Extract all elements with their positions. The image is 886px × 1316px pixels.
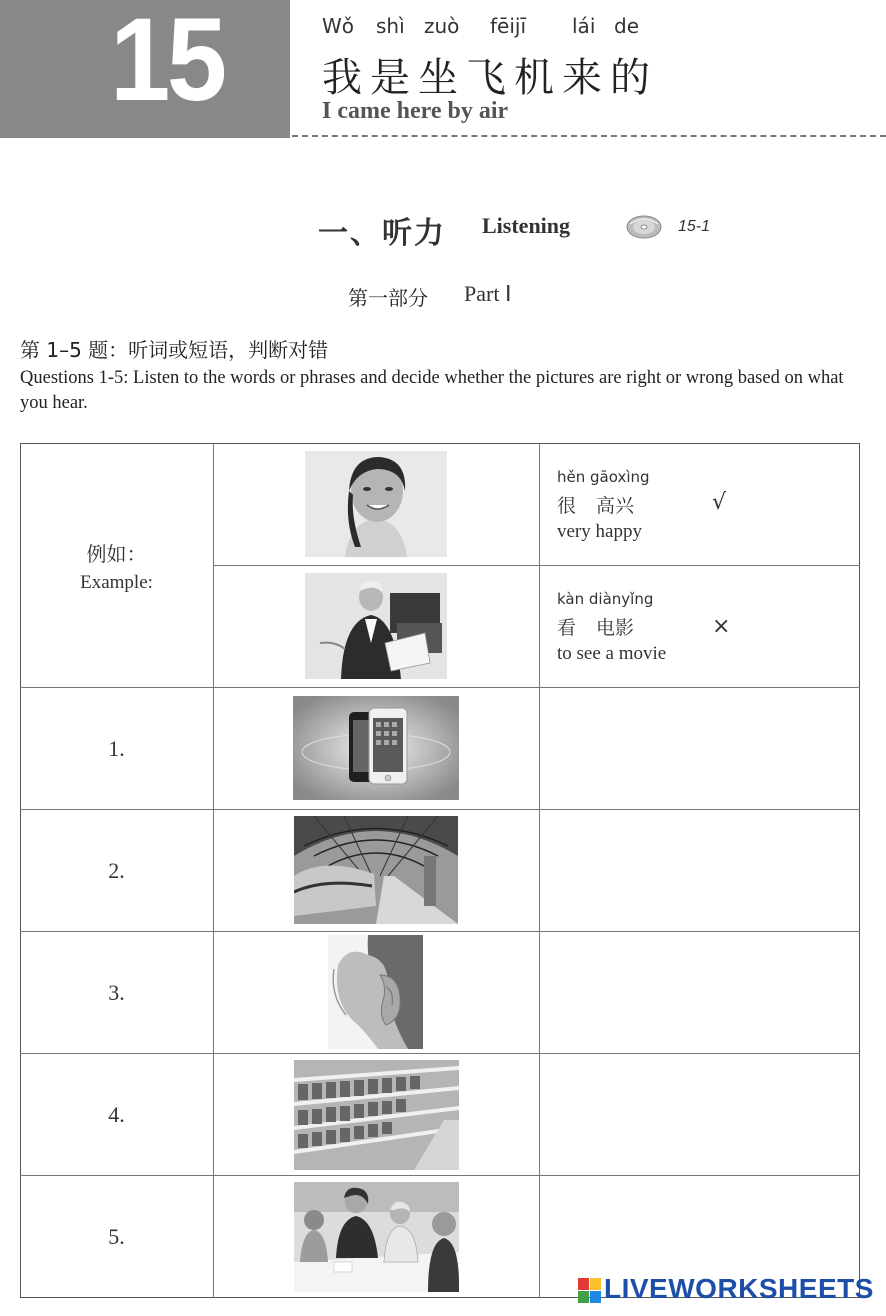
example-2-mark: ×: [712, 614, 731, 639]
man-reading-photo: [305, 573, 447, 679]
example-1-mark: √: [712, 490, 727, 515]
classroom-children-photo: [294, 1182, 459, 1292]
table-divider: [213, 565, 860, 566]
supermarket-shelves-photo: [294, 1060, 459, 1170]
cd-icon[interactable]: [626, 212, 662, 240]
table-divider: [20, 1053, 860, 1054]
part-label-zh: 第一部分: [348, 286, 428, 310]
table-divider: [539, 443, 540, 1298]
liveworksheets-logo-icon: [578, 1278, 602, 1304]
audio-track-label: 15-1: [678, 218, 711, 235]
section-title-en: Listening: [482, 213, 571, 238]
pinyin-shi: shì: [376, 14, 405, 38]
example-1-hanzi: 很 高兴: [557, 495, 635, 517]
table-divider: [20, 809, 860, 810]
example-1-pinyin: hěn gāoxìng: [557, 468, 650, 486]
lesson-title-en: I came here by air: [322, 98, 509, 124]
instructions-en: Questions 1-5: Listen to the words or phrases and decide whether the pictures are right or wrong based on what you hear.: [20, 368, 844, 413]
lesson-title-zh: 我是坐飞机来的: [322, 55, 658, 101]
train-station-photo: [294, 816, 458, 924]
header-divider: [292, 135, 886, 137]
part-label-en: Part Ⅰ: [464, 281, 512, 306]
ear-listening-photo: [328, 935, 423, 1049]
question-1-number: 1.: [108, 736, 125, 761]
smartphones-photo: [293, 696, 459, 800]
table-divider: [20, 1175, 860, 1176]
section-title-zh: 一、听力: [318, 216, 446, 251]
question-4-number: 4.: [108, 1102, 125, 1127]
pinyin-feiji: fēijī: [490, 14, 527, 38]
question-5-number: 5.: [108, 1224, 125, 1249]
table-divider: [20, 931, 860, 932]
example-1-english: very happy: [557, 521, 642, 542]
smiling-woman-photo: [305, 451, 447, 557]
pinyin-wo: Wǒ: [322, 14, 355, 38]
table-divider: [20, 687, 860, 688]
question-3-number: 3.: [108, 980, 125, 1005]
pinyin-de: de: [614, 14, 639, 38]
instructions-zh: 第 1–5 题：听词或短语，判断对错: [20, 338, 329, 362]
example-2-pinyin: kàn diànyǐng: [557, 590, 654, 608]
pinyin-lai: lái: [572, 14, 596, 38]
pinyin-zuo: zuò: [424, 14, 460, 38]
example-2-hanzi: 看 电影: [557, 617, 635, 639]
lesson-number: 15: [110, 0, 224, 126]
question-2-number: 2.: [108, 858, 125, 883]
example-2-english: to see a movie: [557, 643, 667, 664]
example-label-zh: 例如：: [86, 542, 147, 566]
table-divider: [213, 443, 214, 1298]
liveworksheets-watermark[interactable]: LIVEWORKSHEETS: [604, 1273, 874, 1304]
example-label-en: Example:: [80, 572, 153, 593]
